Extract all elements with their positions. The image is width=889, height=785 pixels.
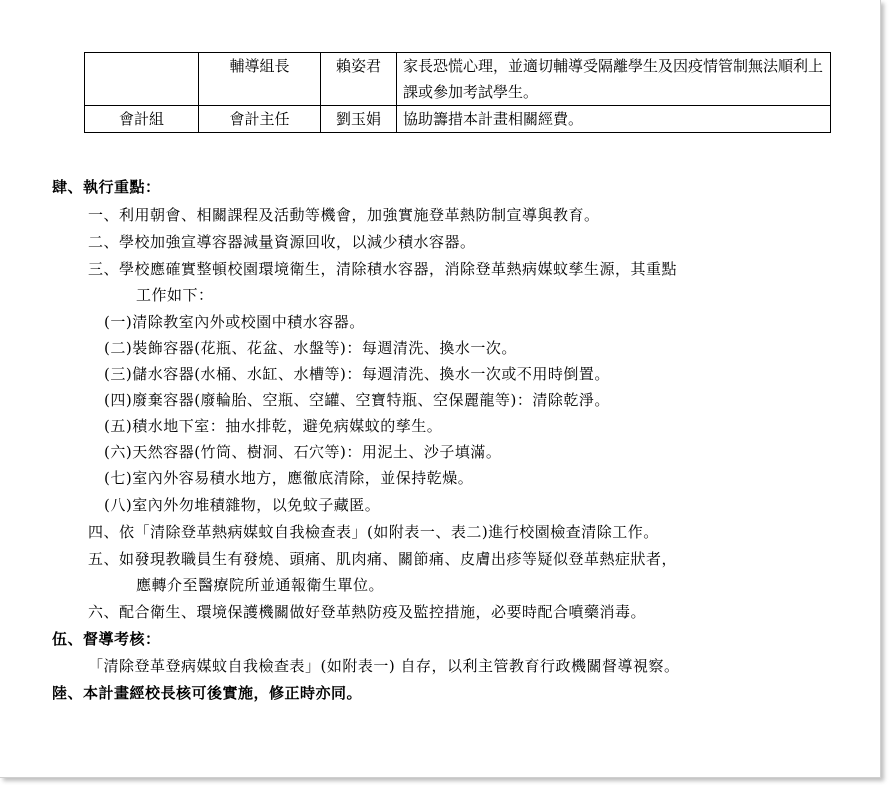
sub-list-item: (五)積水地下室：抽水排乾，避免病媒蚊的孳生。: [104, 417, 443, 435]
list-item: 二、學校加強宣導容器減量資源回收，以減少積水容器。: [88, 233, 476, 251]
table-row: [85, 53, 831, 106]
responsibility-table: [84, 52, 831, 133]
list-item: 一、利用朝會、相關課程及活動等機會，加強實施登革熱防制宣導與教育。: [88, 206, 600, 224]
table-row: [85, 106, 831, 133]
paragraph: 「清除登革登病媒蚊自我檢查表」(如附表一) 自存，以利主管教育行政機關督導視察。: [88, 657, 680, 675]
sub-list-item: (二)裝飾容器(花瓶、花盆、水盤等)：每週清洗、換水一次。: [104, 339, 517, 357]
section-heading: 肆、執行重點：: [52, 178, 161, 196]
table-cell-title: 會計主任: [199, 106, 321, 133]
table-cell-title: 輔導組長: [199, 53, 321, 106]
section-heading: 陸、本計畫經校長核可後實施，修正時亦同。: [52, 684, 363, 702]
sub-list-item: (八)室內外勿堆積雜物，以免蚊子藏匿。: [104, 496, 381, 514]
table-cell-unit: [85, 53, 199, 106]
table-cell-duty: 協助籌措本計畫相關經費。: [397, 106, 831, 133]
list-item: 五、如發現教職員生有發燒、頭痛、肌肉痛、關節痛、皮膚出疹等疑似登革熱症狀者，: [88, 550, 678, 568]
section-heading: 伍、督導考核：: [52, 630, 161, 648]
sub-list-item: (一)清除教室內外或校園中積水容器。: [104, 313, 365, 331]
sub-list-item: (三)儲水容器(水桶、水缸、水槽等)：每週清洗、換水一次或不用時倒置。: [104, 365, 610, 383]
table-cell-duty: 家長恐慌心理，並適切輔導受隔離學生及因疫情管制無法順利上課或參加考試學生。: [397, 53, 831, 106]
list-item: 四、依「清除登革熱病媒蚊自我檢查表」(如附表一、表二)進行校園檢查清除工作。: [88, 523, 659, 541]
table-cell-name: 劉玉娟: [321, 106, 397, 133]
sub-list-item: (六)天然容器(竹筒、樹洞、石穴等)：用泥土、沙子填滿。: [104, 443, 502, 461]
table-cell-unit: 會計組: [85, 106, 199, 133]
list-item: 三、學校應確實整頓校園環境衛生，清除積水容器，消除登革熱病媒蚊孳生源，其重點: [88, 260, 678, 278]
list-item-continuation: 應轉介至醫療院所並通報衛生單位。: [136, 576, 385, 594]
list-item-continuation: 工作如下：: [136, 286, 214, 304]
sub-list-item: (七)室內外容易積水地方，應徹底清除，並保持乾燥。: [104, 469, 474, 487]
sub-list-item: (四)廢棄容器(廢輪胎、空瓶、空罐、空寶特瓶、空保麗龍等)：清除乾淨。: [104, 391, 610, 409]
table-cell-name: 賴姿君: [321, 53, 397, 106]
list-item: 六、配合衛生、環境保護機關做好登革熱防疫及監控措施，必要時配合噴藥消毒。: [88, 603, 647, 621]
